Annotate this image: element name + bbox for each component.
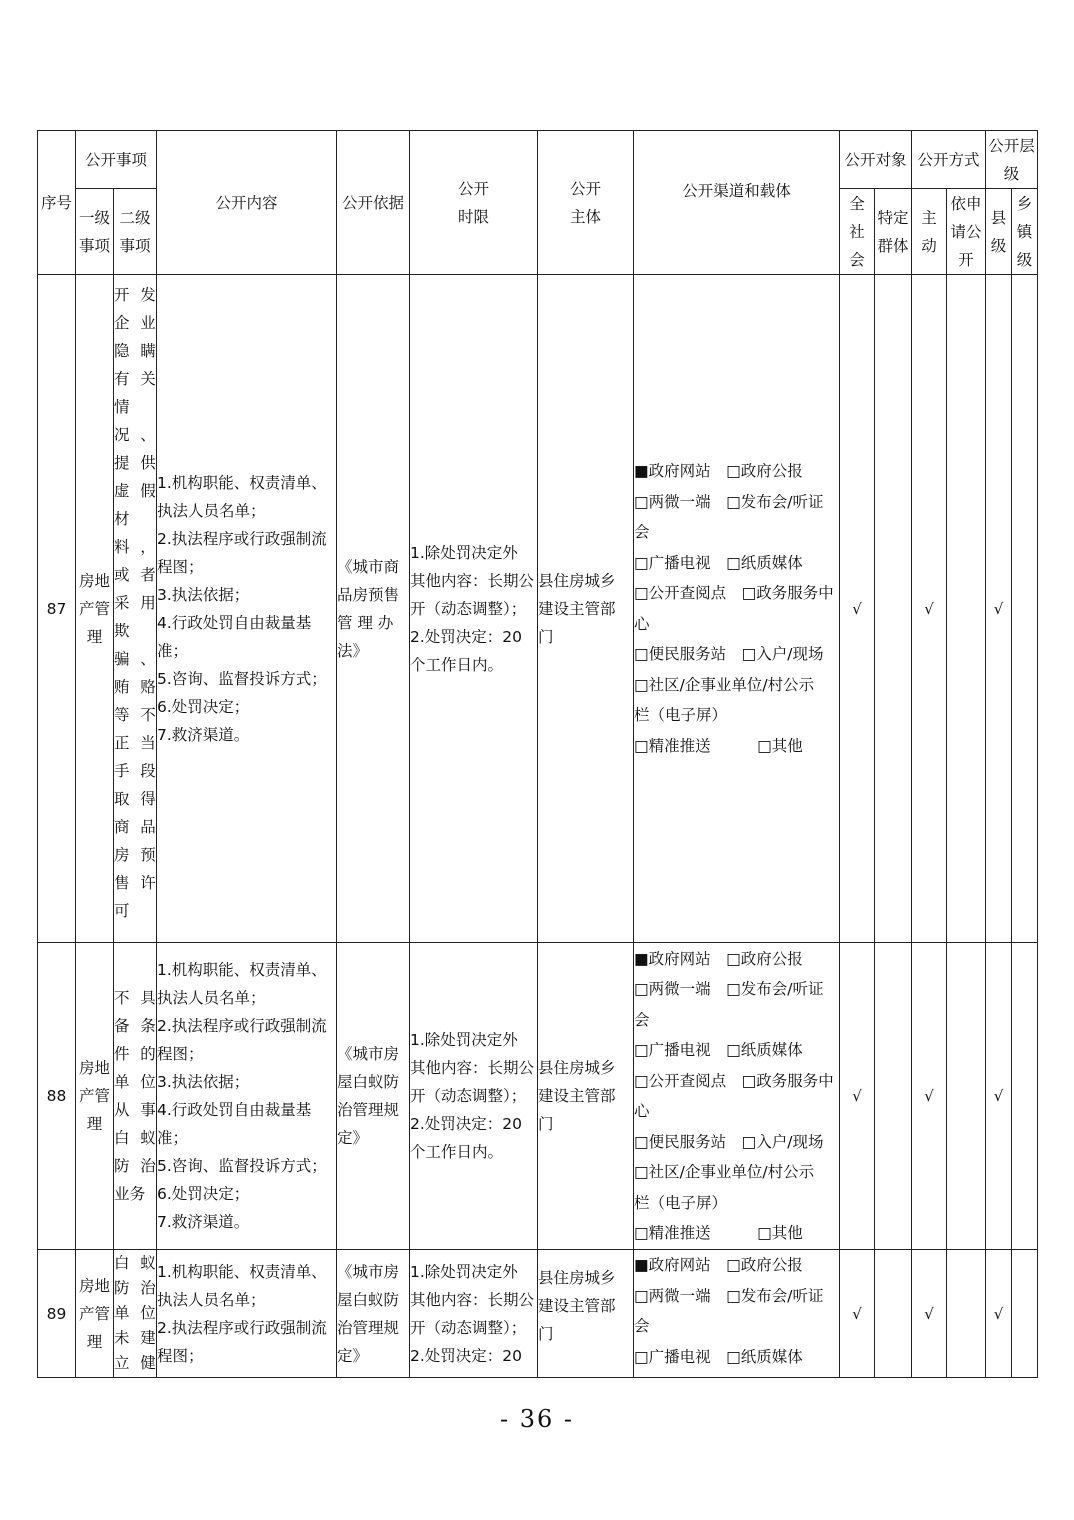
cell-level1: 房地 产管 理 [76,943,114,1250]
cell-basis: 《城市房 屋白蚁防 治管理规 定》 [337,943,410,1250]
cell-subject: 县住房城乡 建设主管部 门 [538,943,634,1250]
cell-level-county: √ [986,943,1012,1250]
header-level-town: 乡 镇 级 [1012,189,1038,275]
table-row [38,1250,1038,1378]
cell-mode-apply [947,275,986,943]
header-level: 公开层 级 [986,131,1038,189]
cell-subject: 县住房城乡 建设主管部 门 [538,275,634,943]
header-public-matter: 公开事项 [76,131,157,189]
cell-level-county: √ [986,275,1012,943]
header-basis: 公开依据 [337,131,410,275]
cell-target-all: √ [840,943,875,1250]
header-level-county: 县 级 [986,189,1012,275]
cell-mode-active: √ [912,275,947,943]
cell-time-limit: 1.除处罚决定外 其他内容：长期公 开（动态调整）； 2.处罚决定：20 [410,1250,538,1378]
cell-channel: ■政府网站 □政府公报 □两微一端 □发布会/听证 会 □广播电视 □纸质媒体 □公开查阅点 □政务服务中 心 □便民服务站 □入户/现场 □社区/企事业单位/村公示 栏（电子屏） □精准推送 □其他 [634,275,840,943]
cell-level2: 白 蚁 防 治 单 位 未 建 立 健 [114,1250,157,1378]
cell-content: 1.机构职能、权责清单、 执法人员名单； 2.执法程序或行政强制流 程图； 3.执法依据； 4.行政处罚自由裁量基 准； 5.咨询、监督投诉方式； 6.处罚决定； 7.救济渠道。 [157,943,337,1250]
cell-content: 1.机构职能、权责清单、 执法人员名单； 2.执法程序或行政强制流 程图； [157,1250,337,1378]
cell-target-specific [875,943,912,1250]
cell-target-all: √ [840,275,875,943]
table-row [38,943,1038,1250]
header-target-all: 全 社 会 [840,189,875,275]
header-target-specific: 特定 群体 [875,189,912,275]
cell-content: 1.机构职能、权责清单、 执法人员名单； 2.执法程序或行政强制流 程图； 3.执法依据； 4.行政处罚自由裁量基 准； 5.咨询、监督投诉方式； 6.处罚决定； 7.救济渠道。 [157,275,337,943]
header-subject: 公开 主体 [538,131,634,275]
cell-mode-active: √ [912,1250,947,1378]
header-mode: 公开方式 [912,131,986,189]
cell-mode-apply [947,1250,986,1378]
cell-seq: 89 [38,1250,76,1378]
cell-level-town [1012,1250,1038,1378]
cell-target-all: √ [840,1250,875,1378]
cell-mode-active: √ [912,943,947,1250]
cell-seq: 87 [38,275,76,943]
cell-mode-apply [947,943,986,1250]
cell-level2: 不 具 备 条 件 的 单 位 从 事 白 蚁 防 治 业务 [114,943,157,1250]
header-channel: 公开渠道和载体 [634,131,840,275]
cell-basis: 《城市房 屋白蚁防 治管理规 定》 [337,1250,410,1378]
cell-level-county: √ [986,1250,1012,1378]
cell-basis: 《城市商 品房预售 管 理 办 法》 [337,275,410,943]
header-target: 公开对象 [840,131,912,189]
cell-level1: 房地 产管 理 [76,275,114,943]
cell-channel: ■政府网站 □政府公报 □两微一端 □发布会/听证 会 □广播电视 □纸质媒体 [634,1250,840,1378]
cell-level1: 房地 产管 理 [76,1250,114,1378]
cell-level2: 开 发 企 业 隐 瞒 有 关 情 况 、 提 供 虚 假 材 料 ， 或 者 采 用 欺 骗、 贿 赂 等 不 正 当 手 段 取 得 商 品 房 预 售 许 可 [114,275,157,943]
cell-subject: 县住房城乡 建设主管部 门 [538,1250,634,1378]
header-time-limit: 公开 时限 [410,131,538,275]
cell-seq: 88 [38,943,76,1250]
cell-level-town [1012,275,1038,943]
header-row-1 [38,131,1038,189]
table-row [38,275,1038,943]
header-mode-apply: 依申 请公 开 [947,189,986,275]
header-level1: 一级 事项 [76,189,114,275]
header-level2: 二级 事项 [114,189,157,275]
cell-channel: ■政府网站 □政府公报 □两微一端 □发布会/听证 会 □广播电视 □纸质媒体 □公开查阅点 □政务服务中 心 □便民服务站 □入户/现场 □社区/企事业单位/村公示 栏（电子屏） □精准推送 □其他 [634,943,840,1250]
cell-target-specific [875,275,912,943]
cell-level-town [1012,943,1038,1250]
disclosure-table [37,130,1038,1378]
cell-target-specific [875,1250,912,1378]
cell-time-limit: 1.除处罚决定外 其他内容：长期公 开（动态调整）； 2.处罚决定：20 个工作日内。 [410,943,538,1250]
header-content: 公开内容 [157,131,337,275]
page-number: - 36 - [499,1405,574,1433]
header-seq: 序号 [38,131,76,275]
header-mode-active: 主 动 [912,189,947,275]
cell-time-limit: 1.除处罚决定外 其他内容：长期公 开（动态调整）； 2.处罚决定：20 个工作日内。 [410,275,538,943]
